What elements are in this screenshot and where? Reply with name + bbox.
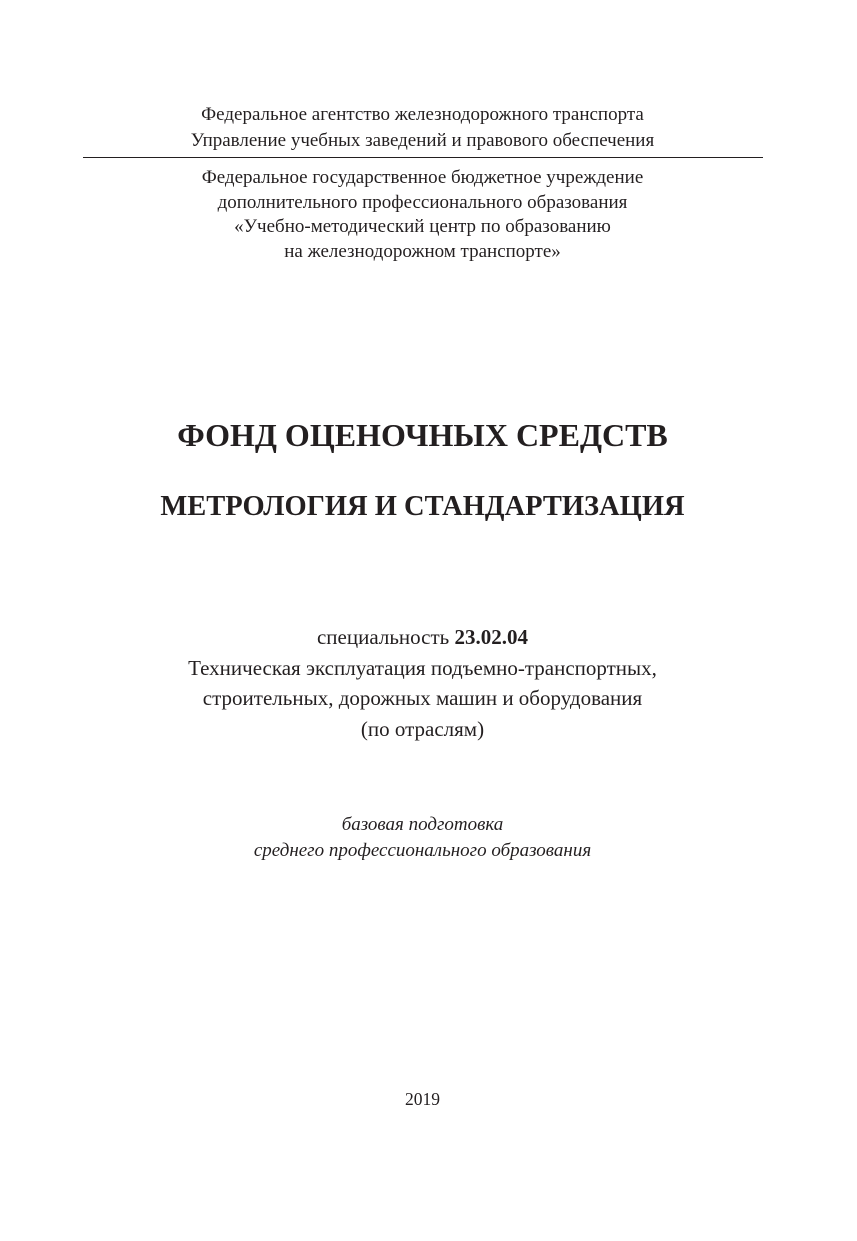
department-name: Управление учебных заведений и правового обеспечения — [190, 130, 655, 151]
document-subtitle: МЕТРОЛОГИЯ И СТАНДАРТИЗАЦИЯ — [160, 491, 685, 522]
organization-line: на железнодорожном транспорте» — [284, 240, 561, 262]
specialty-line: строительных, дорожных машин и оборудования — [202, 686, 643, 710]
organization-line: Федеральное государственное бюджетное учреждение — [201, 167, 644, 188]
specialty-line: Техническая эксплуатация подъемно-транспортных, — [188, 655, 657, 680]
organization-block — [0, 166, 845, 264]
specialty-line: (по отраслям) — [360, 716, 485, 741]
header — [0, 102, 845, 154]
training-level — [0, 812, 845, 864]
specialty-heading — [0, 622, 845, 653]
organization-line: «Учебно-методический центр по образованию — [234, 216, 611, 237]
organization-line: дополнительного профессионального образования — [217, 191, 628, 213]
specialty-code: 23.02.04 — [454, 625, 528, 649]
agency-name: Федеральное агентство железнодорожного транспорта — [201, 104, 644, 125]
specialty-label: специальность — [316, 625, 455, 649]
specialty-block — [0, 622, 845, 744]
header-divider — [83, 157, 763, 158]
publication-year: 2019 — [405, 1089, 440, 1109]
training-level-line: базовая подготовка — [341, 814, 504, 835]
training-level-line: среднего профессионального образования — [253, 840, 592, 861]
document-title: ФОНД ОЦЕНОЧНЫХ СРЕДСТВ — [177, 417, 668, 453]
